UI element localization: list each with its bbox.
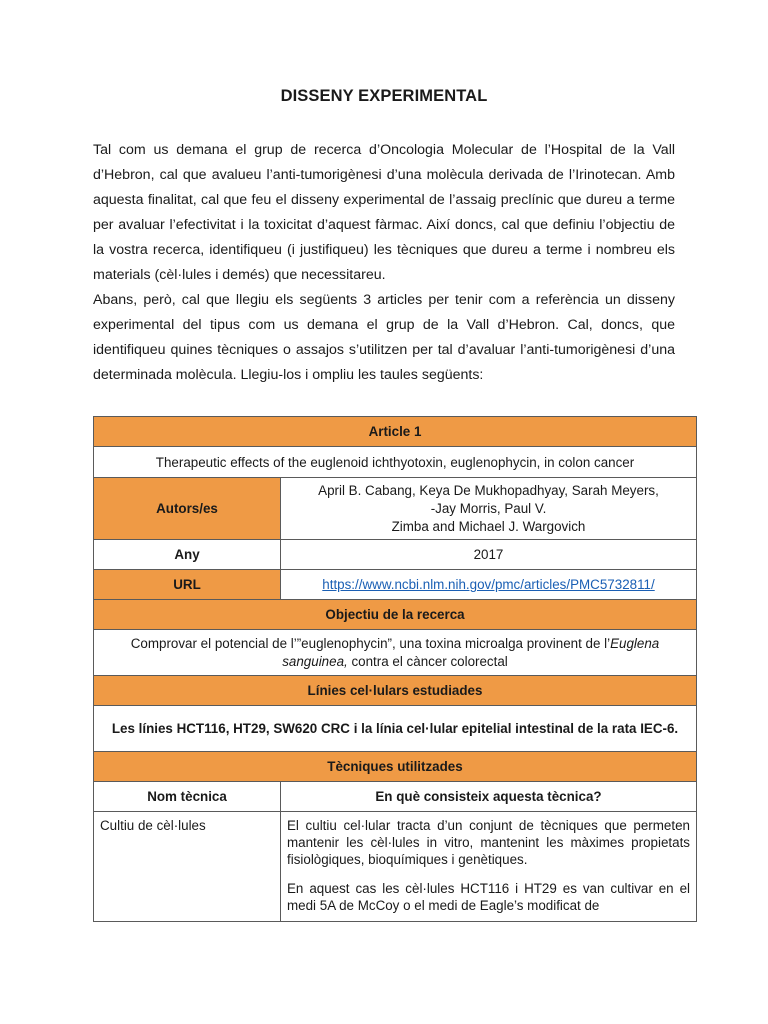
technique-description-cell-culture — [281, 812, 697, 922]
technique-description-header: En què consisteix aquesta tècnica? — [281, 782, 697, 812]
url-label: URL — [94, 570, 281, 600]
authors-line-3: Zimba and Michael J. Wargovich — [391, 518, 586, 534]
page-title: DISSENY EXPERIMENTAL — [280, 87, 488, 105]
intro-paragraph-2: Abans, però, cal que llegiu els següents 3 articles per tenir com a referència un disseny experimental del tipus com us demana el grup de la Vall d’Hebron. Cal, doncs, que identifiqueu quines tècniques o assajos s’utilitzen per tal d’avaluar l’anti-tumorigènesi d’una determinada molècula. Llegiu-los i ompliu les taules següents: — [93, 292, 675, 383]
authors-value — [281, 478, 697, 540]
objective-text: Comprovar el potencial de l’”euglenophycin”, una toxina microalga provinent de l’ — [130, 635, 611, 651]
objective-label: Objectiu de la recerca — [94, 600, 697, 630]
authors-label: Autors/es — [94, 478, 281, 540]
technique-description-para-2: En aquest cas les cèl·lules HCT116 i HT29 es van cultivar en el medi 5A de McCoy o el medi de Eagle’s modificat de — [287, 881, 690, 913]
authors-line-2: -Jay Morris, Paul V. — [430, 500, 547, 516]
objective-value — [94, 630, 697, 676]
url-cell — [281, 570, 697, 600]
technique-description-para-1: El cultiu cel·lular tracta d’un conjunt de tècniques que permeten mantenir les cèl·lules in vitro, mantenint les màximes propietats fisiològiques, bioquímiques i genètiques. — [287, 818, 690, 867]
article-title: Therapeutic effects of the euglenoid ichthyotoxin, euglenophycin, in colon cancer — [94, 447, 697, 478]
techniques-label: Tècniques utilitzades — [94, 752, 697, 782]
article-table — [93, 416, 697, 922]
authors-line-1: April B. Cabang, Keya De Mukhopadhyay, Sarah Meyers, — [318, 482, 659, 498]
article-heading: Article 1 — [94, 417, 697, 447]
objective-species: Euglena sanguinea, — [282, 635, 660, 669]
intro-text — [93, 138, 675, 388]
cell-lines-value: Les línies HCT116, HT29, SW620 CRC i la línia cel·lular epitelial intestinal de la rata IEC-6. — [94, 706, 697, 752]
objective-text-end: contra el càncer colorectal — [347, 653, 508, 669]
year-value: 2017 — [281, 540, 697, 570]
technique-name-header: Nom tècnica — [94, 782, 281, 812]
cell-lines-label: Línies cel·lulars estudiades — [94, 676, 697, 706]
article-url-link[interactable]: https://www.ncbi.nlm.nih.gov/pmc/articles/PMC5732811/ — [322, 577, 655, 592]
intro-paragraph-1: Tal com us demana el grup de recerca d’Oncologia Molecular de l’Hospital de la Vall d’Hebron, cal que avalueu l’anti-tumorigènesi d’una molècula derivada de l’Irinotecan. Amb aquesta finalitat, cal que feu el disseny experimental de l’assaig preclínic que dureu a terme per avaluar l’efectivitat i la toxicitat d’aquest fàrmac. Així doncs, cal que definiu l’objectiu de la vostra recerca, identifiqueu (i justifiqueu) les tècniques que dureu a terme i nombreu els materials (cèl·lules i demés) que necessitareu. — [93, 142, 675, 283]
year-label: Any — [94, 540, 281, 570]
technique-name-cell-culture: Cultiu de cèl·lules — [94, 812, 281, 922]
